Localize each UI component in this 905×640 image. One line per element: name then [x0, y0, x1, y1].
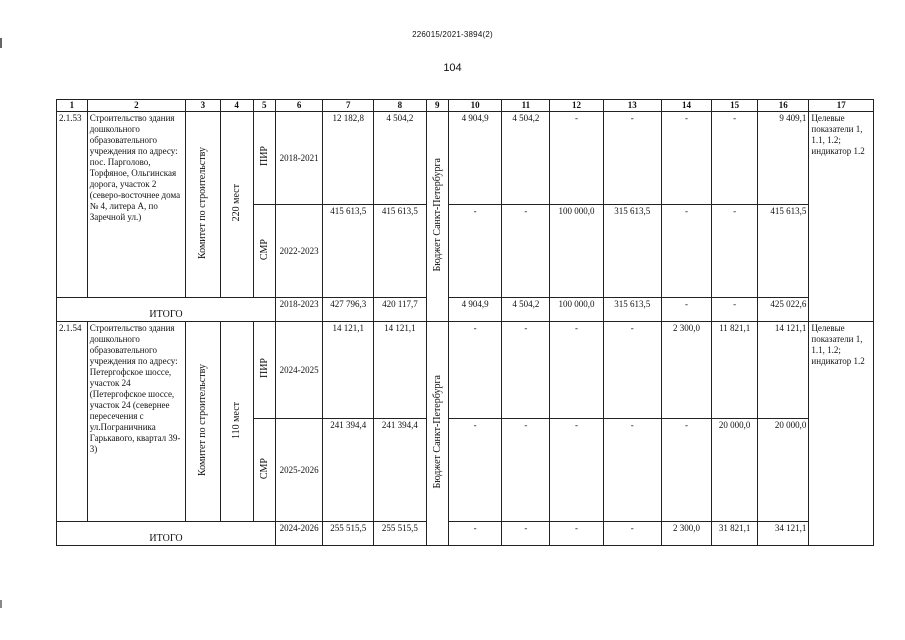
cell-v16: 9 409,1 — [758, 112, 809, 205]
total-row — [57, 298, 874, 322]
entry-source — [426, 322, 449, 546]
cell-v7: 12 182,8 — [323, 112, 374, 205]
entry-executor — [185, 322, 220, 522]
stage-period: 2022-2023 — [276, 205, 323, 298]
entry-targets: Целевые показатели 1, 1.1, 1.2; индикатор 1.2 — [809, 322, 874, 546]
total-label: ИТОГО — [57, 522, 276, 546]
entry-executor — [185, 112, 220, 298]
table-row — [57, 322, 874, 419]
column-number: 1 — [57, 100, 88, 112]
column-number: 2 — [87, 100, 185, 112]
cell-v15: 20 000,0 — [712, 419, 758, 522]
entry-targets: Целевые показатели 1, 1.1, 1.2; индикатор 1.2 — [809, 112, 874, 322]
scan-edge-mark — [0, 38, 2, 48]
cell-v11: 4 504,2 — [502, 112, 550, 205]
total-v14: - — [661, 298, 711, 322]
cell-v11: - — [502, 322, 550, 419]
column-number: 12 — [550, 100, 603, 112]
cell-v14: 2 300,0 — [661, 322, 711, 419]
total-period: 2018-2023 — [276, 298, 323, 322]
cell-v11: - — [502, 205, 550, 298]
stage-type — [253, 322, 276, 419]
total-v13: 315 613,5 — [603, 298, 661, 322]
total-v16: 425 022,6 — [758, 298, 809, 322]
total-v10: - — [449, 522, 502, 546]
stage-type-text: СМР — [258, 457, 270, 480]
total-v11: - — [502, 522, 550, 546]
executor-text: Комитет по строительству — [197, 146, 209, 260]
column-number: 10 — [449, 100, 502, 112]
source-text: Бюджет Санкт-Петербурга — [431, 158, 443, 272]
total-label: ИТОГО — [57, 298, 276, 322]
stage-type — [253, 419, 276, 522]
column-number: 14 — [661, 100, 711, 112]
cell-v12: - — [550, 419, 603, 522]
column-number: 6 — [276, 100, 323, 112]
total-v15: 31 821,1 — [712, 522, 758, 546]
column-number: 13 — [603, 100, 661, 112]
cell-v16: 415 613,5 — [758, 205, 809, 298]
stage-period: 2025-2026 — [276, 419, 323, 522]
source-text: Бюджет Санкт-Петербурга — [431, 375, 443, 489]
entry-id: 2.1.53 — [57, 112, 88, 298]
stage-period: 2018-2021 — [276, 112, 323, 205]
total-period: 2024-2026 — [276, 522, 323, 546]
capacity-text: 110 мест — [231, 401, 243, 439]
executor-text: Комитет по строительству — [197, 363, 209, 477]
cell-v10: - — [449, 322, 502, 419]
cell-v14: - — [661, 112, 711, 205]
cell-v10: 4 904,9 — [449, 112, 502, 205]
stage-period: 2024-2025 — [276, 322, 323, 419]
total-v7: 427 796,3 — [323, 298, 374, 322]
cell-v15: 11 821,1 — [712, 322, 758, 419]
column-number: 3 — [185, 100, 220, 112]
cell-v12: - — [550, 112, 603, 205]
cell-v7: 14 121,1 — [323, 322, 374, 419]
column-number: 11 — [502, 100, 550, 112]
cell-v15: - — [712, 112, 758, 205]
program-table — [56, 99, 874, 546]
total-v11: 4 504,2 — [502, 298, 550, 322]
total-v7: 255 515,5 — [323, 522, 374, 546]
table-row — [57, 112, 874, 205]
total-v8: 255 515,5 — [374, 522, 426, 546]
cell-v8: 241 394,4 — [374, 419, 426, 522]
column-number-row — [57, 100, 874, 112]
total-v10: 4 904,9 — [449, 298, 502, 322]
column-number: 17 — [809, 100, 874, 112]
cell-v8: 14 121,1 — [374, 322, 426, 419]
cell-v7: 415 613,5 — [323, 205, 374, 298]
column-number: 7 — [323, 100, 374, 112]
entry-description: Строительство здания дошкольного образовательного учреждения по адресу: Петергофское шоссе, участок 24 (Петергофское шоссе, участок 24 (севернее пересечения с ул.Пограничника Гарькавого, квартал 39-3) — [87, 322, 185, 522]
column-number: 4 — [220, 100, 253, 112]
total-v13: - — [603, 522, 661, 546]
cell-v13: 315 613,5 — [603, 205, 661, 298]
total-v8: 420 117,7 — [374, 298, 426, 322]
total-v15: - — [712, 298, 758, 322]
entry-id: 2.1.54 — [57, 322, 88, 522]
column-number: 16 — [758, 100, 809, 112]
cell-v11: - — [502, 419, 550, 522]
total-row — [57, 522, 874, 546]
document-id: 226015/2021-3894(2) — [412, 30, 493, 39]
cell-v16: 14 121,1 — [758, 322, 809, 419]
stage-type-text: СМР — [258, 238, 270, 261]
cell-v10: - — [449, 419, 502, 522]
capacity-text: 220 мест — [231, 184, 243, 222]
page-number: 104 — [443, 62, 462, 74]
column-number: 5 — [253, 100, 276, 112]
cell-v10: - — [449, 205, 502, 298]
total-v12: 100 000,0 — [550, 298, 603, 322]
column-number: 15 — [712, 100, 758, 112]
entry-capacity — [220, 112, 253, 298]
entry-source — [426, 112, 449, 322]
total-v12: - — [550, 522, 603, 546]
total-v14: 2 300,0 — [661, 522, 711, 546]
column-number: 8 — [374, 100, 426, 112]
cell-v15: - — [712, 205, 758, 298]
cell-v8: 415 613,5 — [374, 205, 426, 298]
cell-v14: - — [661, 205, 711, 298]
cell-v12: 100 000,0 — [550, 205, 603, 298]
stage-type — [253, 112, 276, 205]
scan-edge-mark — [0, 600, 2, 608]
cell-v8: 4 504,2 — [374, 112, 426, 205]
stage-type — [253, 205, 276, 298]
stage-type-text: ПИР — [258, 358, 270, 379]
entry-capacity — [220, 322, 253, 522]
cell-v12: - — [550, 322, 603, 419]
stage-type-text: ПИР — [258, 146, 270, 167]
column-number: 9 — [426, 100, 449, 112]
cell-v16: 20 000,0 — [758, 419, 809, 522]
entry-description: Строительство здания дошкольного образовательного учреждения по адресу: пос. Парголово, Торфяное, Ольгинская дорога, участок 2 (северо-восточнее дома № 4, литера А, по Заречной ул.) — [87, 112, 185, 298]
cell-v13: - — [603, 322, 661, 419]
cell-v13: - — [603, 112, 661, 205]
cell-v7: 241 394,4 — [323, 419, 374, 522]
cell-v14: - — [661, 419, 711, 522]
total-v16: 34 121,1 — [758, 522, 809, 546]
cell-v13: - — [603, 419, 661, 522]
